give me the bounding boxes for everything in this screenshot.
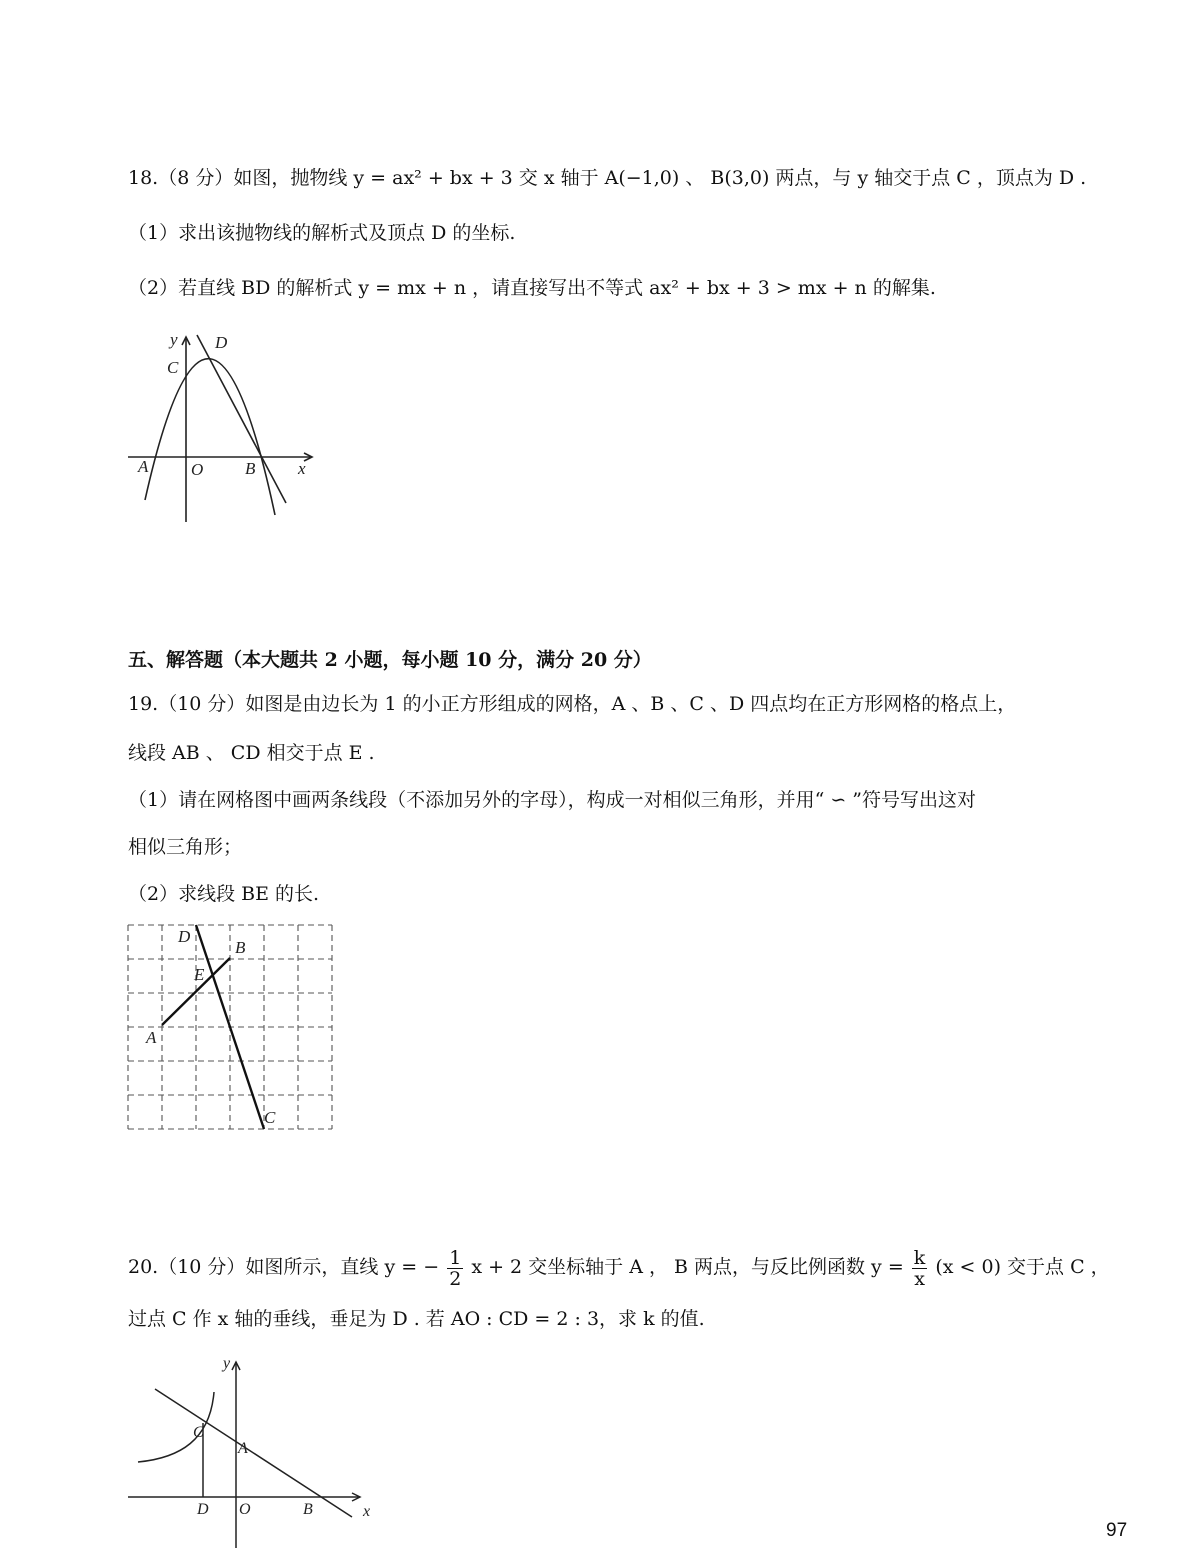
q20-stem-part-a: 20.（10 分）如图所示，直线 y = − [128, 1256, 440, 1278]
q18-parabola-figure [125, 330, 325, 530]
q18-label-c: C [167, 358, 179, 377]
q20-label-b: B [303, 1501, 313, 1518]
q18-label-x: x [298, 459, 306, 478]
q20-fraction-k-over-x [912, 1248, 928, 1289]
q19-label-e: E [194, 965, 205, 984]
q20-frac1-denominator: 2 [449, 1267, 462, 1290]
q18-stem: 18.（8 分）如图，抛物线 y = ax² + bx + 3 交 x 轴于 A(−1,0) 、 B(3,0) 两点，与 y 轴交于点 C ，顶点为 D . [128, 167, 1087, 189]
q18-parabola [145, 359, 275, 515]
q18-label-o: O [191, 460, 204, 479]
q20-label-d: D [197, 1501, 209, 1518]
q19-part1-line1: （1）请在网格图中画两条线段（不添加另外的字母），构成一对相似三角形，并用“ ∽ ”符号写出这对 [128, 789, 977, 811]
q20-stem [128, 1245, 1110, 1289]
q20-frac1-numerator: 1 [449, 1246, 462, 1269]
q19-part1-line2: 相似三角形； [128, 836, 243, 858]
page-number: 97 [1106, 1520, 1128, 1541]
q18-label-y: y [170, 330, 178, 349]
q19-part2: （2）求线段 BE 的长. [128, 883, 320, 905]
q20-fraction-half [447, 1248, 463, 1289]
q18-label-b: B [245, 459, 256, 478]
q20-label-a: A [238, 1440, 248, 1457]
q18-label-d: D [215, 333, 228, 352]
q20-line2: 过点 C 作 x 轴的垂线，垂足为 D . 若 AO : CD = 2 : 3，求 k 的值. [128, 1308, 705, 1330]
q19-label-d: D [178, 927, 191, 946]
q20-frac2-denominator: x [914, 1267, 925, 1290]
q20-label-c: C [193, 1424, 204, 1441]
q19-label-a: A [146, 1028, 157, 1047]
q19-label-b: B [235, 938, 246, 957]
q18-label-a: A [138, 457, 149, 476]
q18-part1: （1）求出该抛物线的解析式及顶点 D 的坐标. [128, 222, 516, 244]
q18-line-bd [197, 335, 286, 503]
q19-label-c: C [264, 1108, 276, 1127]
q19-stem-line1: 19.（10 分）如图是由边长为 1 的小正方形组成的网格，A 、B 、C 、D 四点均在正方形网格的格点上， [128, 693, 1017, 715]
q20-label-x: x [363, 1503, 371, 1520]
q19-grid-figure [125, 920, 340, 1135]
q20-hyperbola-figure [125, 1350, 380, 1550]
q18-part2: （2）若直线 BD 的解析式 y = mx + n ，请直接写出不等式 ax² + bx + 3 > mx + n 的解集. [128, 277, 936, 299]
q20-stem-part-b: x + 2 交坐标轴于 A ， B 两点，与反比例函数 y = [471, 1256, 904, 1278]
q20-frac2-numerator: k [913, 1246, 926, 1269]
q20-stem-part-c: (x < 0) 交于点 C ， [935, 1256, 1110, 1278]
q20-line-ab [155, 1389, 352, 1517]
section-heading: 五、解答题（本大题共 2 小题，每小题 10 分，满分 20 分） [128, 649, 652, 671]
q20-label-y: y [223, 1355, 231, 1372]
q19-stem-line2: 线段 AB 、 CD 相交于点 E . [128, 742, 375, 764]
q20-label-o: O [239, 1501, 251, 1518]
